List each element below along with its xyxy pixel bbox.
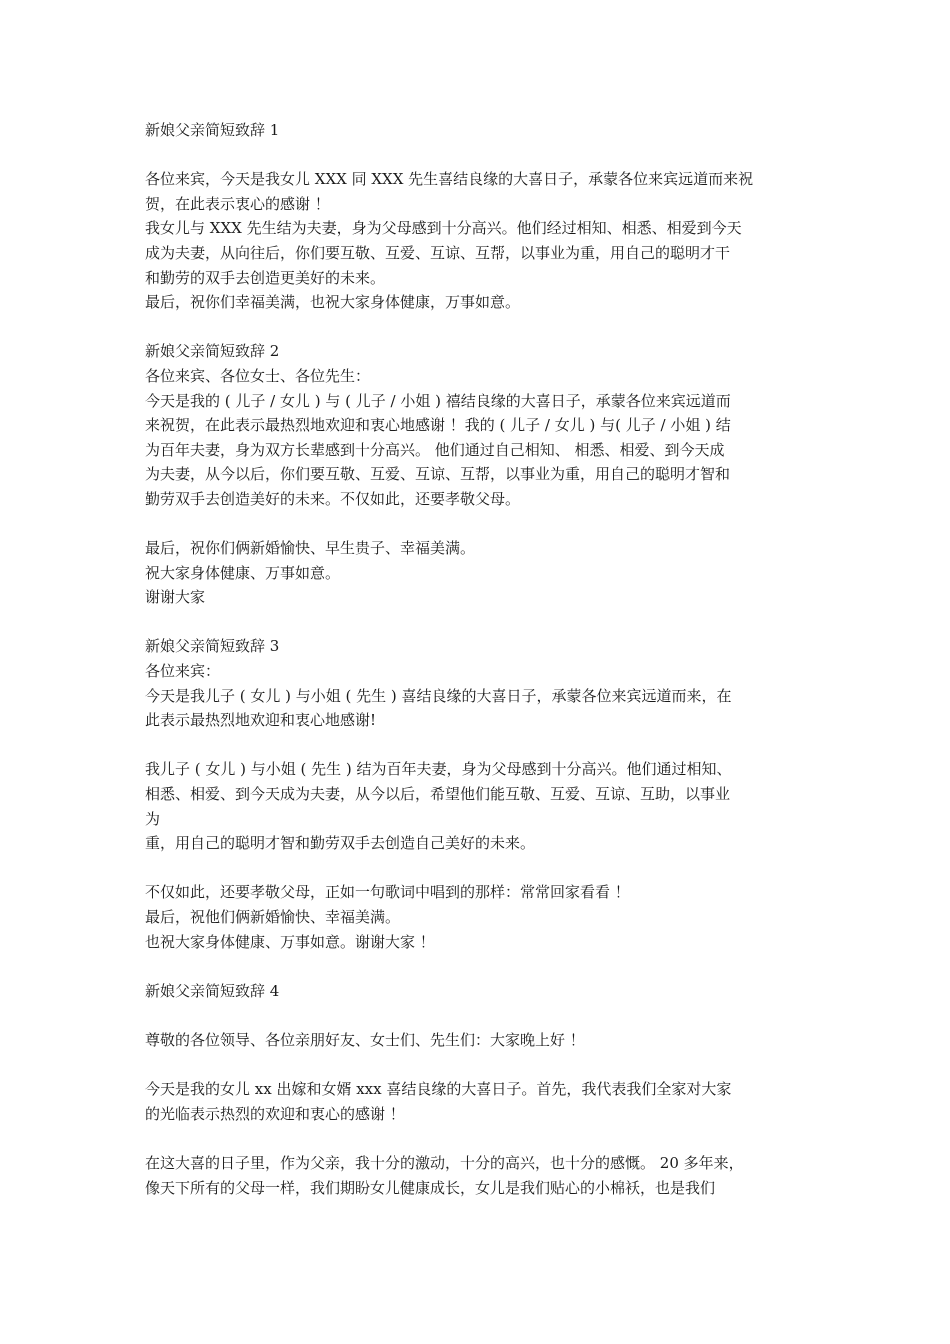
blank-line — [145, 143, 825, 168]
text-line: 最后，祝你们幸福美满，也祝大家身体健康，万事如意。 — [145, 293, 521, 312]
text-line: 为 — [145, 809, 161, 828]
text-line: 各位来宾、各位女士、各位先生： — [145, 366, 371, 385]
blank-line — [145, 954, 825, 979]
blank-line — [145, 1126, 825, 1151]
text-line: 相悉、相爱、到今天成为夫妻，从今以后，希望他们能互敬、互爱、互谅、互助，以事业 — [145, 785, 731, 804]
text-line: 为百年夫妻，身为双方长辈感到十分高兴。 他们通过自己相知、 相悉、相爱、到今天成 — [145, 440, 725, 459]
text-line: 我女儿与 XXX 先生结为夫妻，身为父母感到十分高兴。他们经过相知、相悉、相爱到今天 — [145, 219, 742, 238]
text-line: 谢谢大家 — [145, 588, 206, 607]
text-line: 此表示最热烈地欢迎和衷心地感谢! — [145, 711, 377, 730]
text-line: 勤劳双手去创造美好的未来。不仅如此，还要孝敬父母。 — [145, 489, 521, 508]
text-line: 来祝贺，在此表示最热烈地欢迎和衷心地感谢 ！我的 ( 儿子 / 女儿 ) 与( 儿子 / 小姐 ) 结 — [145, 416, 731, 435]
text-line: 尊敬的各位领导、各位亲朋好友、女士们、先生们：大家晚上好 ！ — [145, 1030, 585, 1049]
text-line: 我儿子 ( 女儿 ) 与小姐 ( 先生 ) 结为百年夫妻，身为父母感到十分高兴。他们通过相知、 — [145, 760, 732, 779]
section-heading: 新娘父亲简短致辞 3 — [145, 637, 280, 656]
text-line: 最后，祝你们俩新婚愉快、早生贵子、幸福美满。 — [145, 539, 476, 558]
text-line: 也祝大家身体健康、万事如意。谢谢大家 ！ — [145, 932, 435, 951]
blank-line — [145, 315, 825, 340]
section-heading: 新娘父亲简短致辞 2 — [145, 342, 280, 361]
text-line: 各位来宾： — [145, 662, 221, 681]
text-line: 各位来宾，今天是我女儿 XXX 同 XXX 先生喜结良缘的大喜日子，承蒙各位来宾远道而来祝 — [145, 170, 754, 189]
text-line: 像天下所有的父母一样，我们期盼女儿健康成长，女儿是我们贴心的小棉袄，也是我们 — [145, 1178, 716, 1197]
text-line: 今天是我儿子 ( 女儿 ) 与小姐 ( 先生 ) 喜结良缘的大喜日子，承蒙各位来宾远道而来，在 — [145, 686, 732, 705]
text-line: 祝大家身体健康、万事如意。 — [145, 563, 341, 582]
text-line: 今天是我的女儿 xx 出嫁和女婿 xxx 喜结良缘的大喜日子。首先，我代表我们全家对大家 — [145, 1080, 732, 1099]
text-line: 重，用自己的聪明才智和勤劳双手去创造自己美好的未来。 — [145, 834, 536, 853]
text-line: 和勤劳的双手去创造更美好的未来。 — [145, 268, 386, 287]
text-line: 为夫妻，从今以后，你们要互敬、互爱、互谅、互帮，以事业为重，用自己的聪明才智和 — [145, 465, 731, 484]
document-body — [145, 118, 825, 1200]
text-line: 贺，在此表示衷心的感谢 ！ — [145, 194, 330, 213]
blank-line — [145, 1003, 825, 1028]
text-line: 在这大喜的日子里，作为父亲，我十分的激动，十分的高兴，也十分的感慨。 20 多年来， — [145, 1153, 744, 1172]
blank-line — [145, 856, 825, 881]
blank-line — [145, 610, 825, 635]
blank-line — [145, 733, 825, 758]
section-heading: 新娘父亲简短致辞 4 — [145, 981, 280, 1000]
text-line: 的光临表示热烈的欢迎和衷心的感谢 ！ — [145, 1104, 405, 1123]
text-line: 不仅如此，还要孝敬父母，正如一句歌词中唱到的那样：常常回家看看 ！ — [145, 883, 630, 902]
text-line: 最后，祝他们俩新婚愉快、幸福美满。 — [145, 908, 401, 926]
blank-line — [145, 512, 825, 537]
text-line: 成为夫妻，从向往后，你们要互敬、互爱、互谅、互帮，以事业为重，用自己的聪明才干 — [145, 243, 731, 262]
text-line: 今天是我的 ( 儿子 / 女儿 ) 与 ( 儿子 / 小姐 ) 禧结良缘的大喜日子，承蒙各位来宾远道而 — [145, 391, 731, 410]
section-heading: 新娘父亲简短致辞 1 — [145, 121, 280, 139]
blank-line — [145, 1053, 825, 1078]
